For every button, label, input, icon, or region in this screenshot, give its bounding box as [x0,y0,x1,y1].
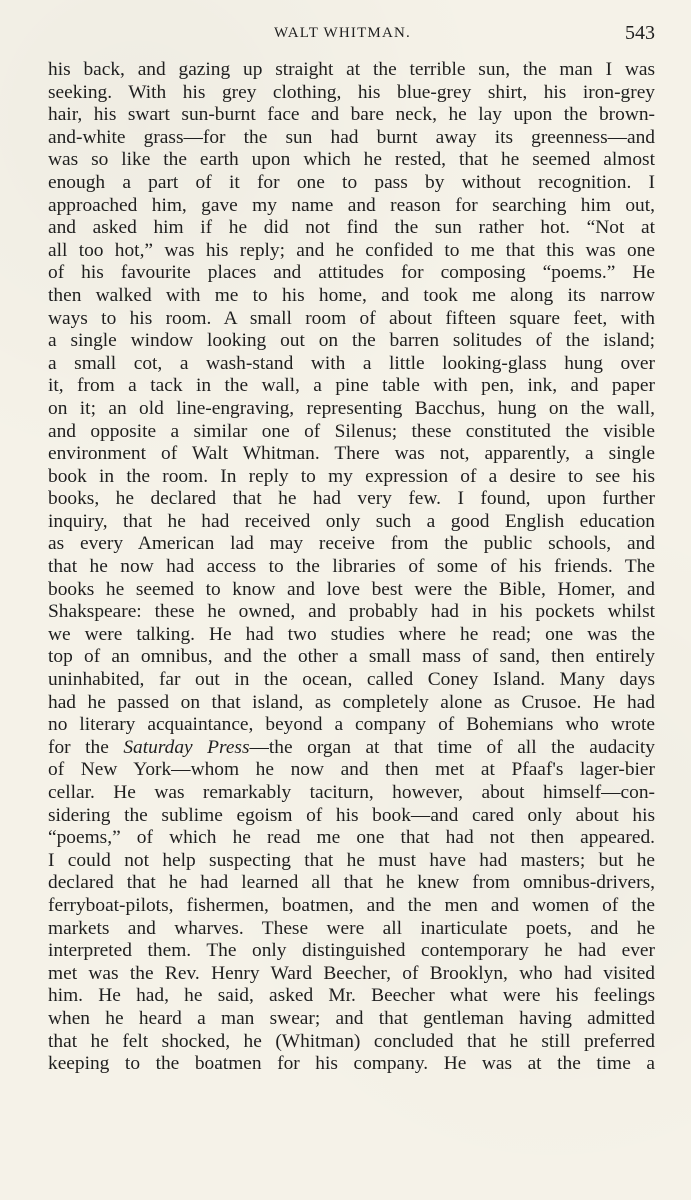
running-head [0,18,691,48]
text-line: and opposite a similar one of Silenus; these constituted the visible [48,420,655,442]
text-line: I could not help suspecting that he must have had masters; but he [48,849,655,871]
text-line-with-italic [48,737,655,760]
text-line: markets and wharves. These were all inarticulate poets, and he [48,917,655,939]
text-line: him. He had, he said, asked Mr. Beecher what were his feelings [48,985,655,1007]
text-line: met was the Rev. Henry Ward Beecher, of Brooklyn, who had visited [48,962,655,984]
text-line: seeking. With his grey clothing, his blue-grey shirt, his iron-grey [48,81,655,103]
text-line: no literary acquaintance, beyond a company of Bohemians who wrote [48,714,655,736]
text-line: it, from a tack in the wall, a pine table with pen, ink, and paper [48,375,655,397]
text-line: we were talking. He had two studies where he read; one was the [48,623,655,645]
text-line: on it; an old line-engraving, representing Bacchus, hung on the wall, [48,397,655,419]
text-line: his back, and gazing up straight at the terrible sun, the man I was [48,59,655,80]
text-line: interpreted them. The only distinguished contemporary he had ever [48,940,655,962]
text-line: inquiry, that he had received only such a good English education [48,510,655,532]
text-line: and asked him if he did not find the sun rather hot. “Not at [48,217,655,239]
text-line: then walked with me to his home, and took me along its narrow [48,284,655,306]
text-line: that he felt shocked, he (Whitman) concluded that he still preferred [48,1030,655,1052]
text-line: ferryboat-pilots, fishermen, boatmen, and the men and women of the [48,894,655,916]
text-line: approached him, gave my name and reason for searching him out, [48,194,655,216]
text-line: books, he declared that he had very few. I found, upon further [48,488,655,510]
text-line: ways to his room. A small room of about fifteen square feet, with [48,307,655,329]
text-line: uninhabited, far out in the ocean, called Coney Island. Many days [48,669,655,691]
text-line: of New York—whom he now and then met at Pfaaf's lager-bier [48,759,655,781]
text-line: when he heard a man swear; and that gentleman having admitted [48,1007,655,1029]
text-line: had he passed on that island, as completely alone as Crusoe. He had [48,691,655,713]
text-line: keeping to the boatmen for his company. He was at the time a [48,1053,655,1075]
text-line: enough a part of it for one to pass by without recognition. I [48,171,655,193]
text-line: books he seemed to know and love best were the Bible, Homer, and [48,578,655,600]
page-number: 543 [625,22,655,44]
text-line: a single window looking out on the barren solitudes of the island; [48,330,655,352]
text-line: that he now had access to the libraries of some of his friends. The [48,556,655,578]
text-line: as every American lad may receive from the public schools, and [48,533,655,555]
running-head-title: WALT WHITMAN. [274,25,411,41]
text-line: cellar. He was remarkably taciturn, however, about himself—con- [48,782,655,803]
text-line: all too hot,” was his reply; and he confided to me that this was one [48,239,655,261]
text-line: hair, his swart sun-burnt face and bare neck, he lay upon the brown- [48,104,655,126]
text-line: book in the room. In reply to my expression of a desire to see his [48,465,655,487]
text-segment: —the organ at that time of all the audacity [249,736,655,758]
text-segment: for the [48,736,124,758]
text-line: declared that he had learned all that he knew from omnibus-drivers, [48,872,655,894]
body-text [48,59,655,1076]
text-line: top of an omnibus, and the other a small mass of sand, then entirely [48,646,655,668]
text-line: sidering the sublime egoism of his book—and cared only about his [48,804,655,826]
text-line: a small cot, a wash-stand with a little looking-glass hung over [48,352,655,374]
text-line: Shakspeare: these he owned, and probably had in his pockets whilst [48,601,655,623]
text-line: environment of Walt Whitman. There was not, apparently, a single [48,443,655,465]
text-line: was so like the earth upon which he rested, that he seemed almost [48,149,655,171]
text-line: and-white grass—for the sun had burnt away its greenness—and [48,126,655,148]
text-line: of his favourite places and attitudes for composing “poems.” He [48,262,655,284]
italic-title: Saturday Press [123,736,250,758]
text-line: “poems,” of which he read me one that had not then appeared. [48,827,655,849]
